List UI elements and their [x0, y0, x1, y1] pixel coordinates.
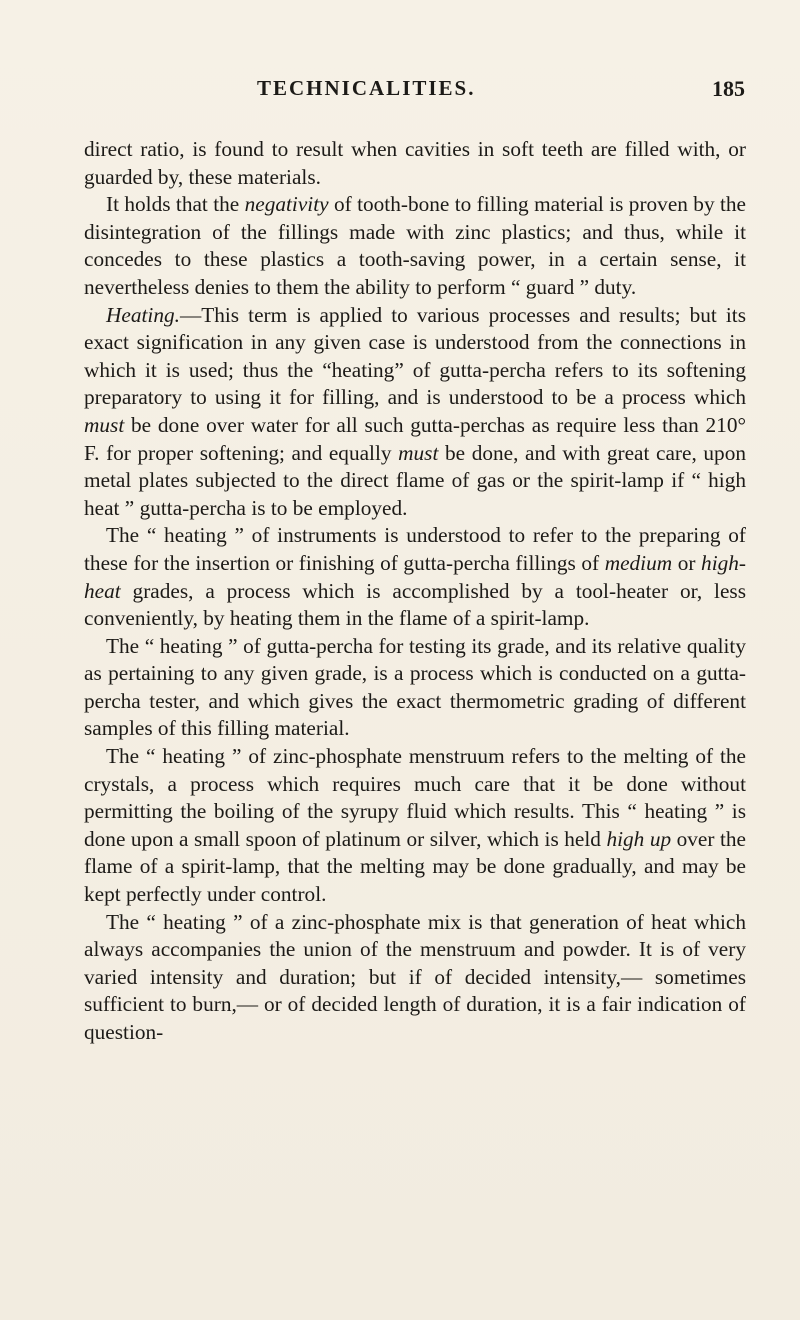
paragraph-6	[84, 743, 746, 909]
paragraph-2-text-b: of tooth-bone to filling material is proven by the disintegration of the fillings made with zinc plastics; and thus, while it concedes to these plastics a tooth-saving power, in a certain sense, it nevertheless denies to them the ability to perform “ guard ” duty.	[84, 192, 746, 299]
paragraph-5	[84, 633, 746, 743]
paragraph-7	[84, 909, 746, 1047]
emphasis-high-heat: high-heat	[84, 550, 747, 603]
body-text	[84, 136, 746, 1047]
running-head: TECHNICALITIES.	[257, 76, 476, 100]
emphasis-negativity: negativity	[244, 192, 329, 217]
emphasis-must-2: must	[398, 440, 439, 465]
paragraph-2-text-a: It holds that the	[106, 192, 245, 217]
paragraph-7-text: The “ heating ” of a zinc-phosphate mix is that generation of heat which always accompanies the union of the menstruum and powder. It is of very varied intensity and duration; but if of decided intensity,— sometimes sufficient to burn,— or of decided length of duration, it is a fair indication of question-	[84, 909, 746, 1044]
paragraph-1	[84, 136, 746, 191]
emphasis-must-1: must	[84, 412, 125, 437]
paragraph-6-text-a: The “ heating ” of zinc-phosphate menstruum refers to the melting of the crystals, a process which requires much care that it be done without permitting the boiling of the syrupy fluid which results. This “ heating ” is done upon a small spoon of platinum or silver, which is held	[84, 744, 746, 851]
page-number: 185	[712, 76, 745, 101]
paragraph-3-text-a: —This term is applied to various processes and results; but its exact signification in any given case is understood from the connections in which it is used; thus the “heating” of gutta-percha refers to its softening preparatory to using it for filling, and is understood to be a process which	[84, 302, 746, 410]
paragraph-2	[84, 191, 746, 301]
paragraph-3-text-b: be done over water for all such gutta-perchas as require less than 210° F. for proper softening; and equally	[84, 412, 746, 465]
paragraph-1-text: direct ratio, is found to result when cavities in soft teeth are filled with, or guarded by, these materials.	[84, 137, 746, 189]
paragraph-5-text: The “ heating ” of gutta-percha for testing its grade, and its relative quality as pertaining to any given grade, is a process which is conducted on a gutta-percha tester, and which gives the exact thermometric grading of different samples of this filling material.	[84, 633, 746, 741]
emphasis-high-up: high up	[606, 826, 672, 851]
paragraph-4-text-c: grades, a process which is accomplished by a tool-heater or, less conveniently, by heating them in the flame of a spirit-lamp.	[84, 578, 746, 631]
emphasis-medium: medium	[604, 550, 673, 575]
paragraph-4	[84, 522, 746, 632]
paragraph-3	[84, 302, 746, 523]
paragraph-6-text-b: over the flame of a spirit-lamp, that the melting may be done gradually, and may be kept perfectly under control.	[84, 826, 746, 907]
paragraph-3-text-c: be done, and with great care, upon metal plates subjected to the direct flame of gas or the spirit-lamp if “ high heat ” gutta-percha is to be employed.	[84, 440, 746, 520]
page-header	[84, 76, 745, 116]
paragraph-4-text-a: The “ heating ” of instruments is understood to refer to the preparing of these for the insertion or finishing of gutta-percha fillings of	[84, 523, 746, 575]
paragraph-4-text-b: or	[672, 550, 702, 575]
heading-heating: Heating.	[106, 302, 180, 327]
